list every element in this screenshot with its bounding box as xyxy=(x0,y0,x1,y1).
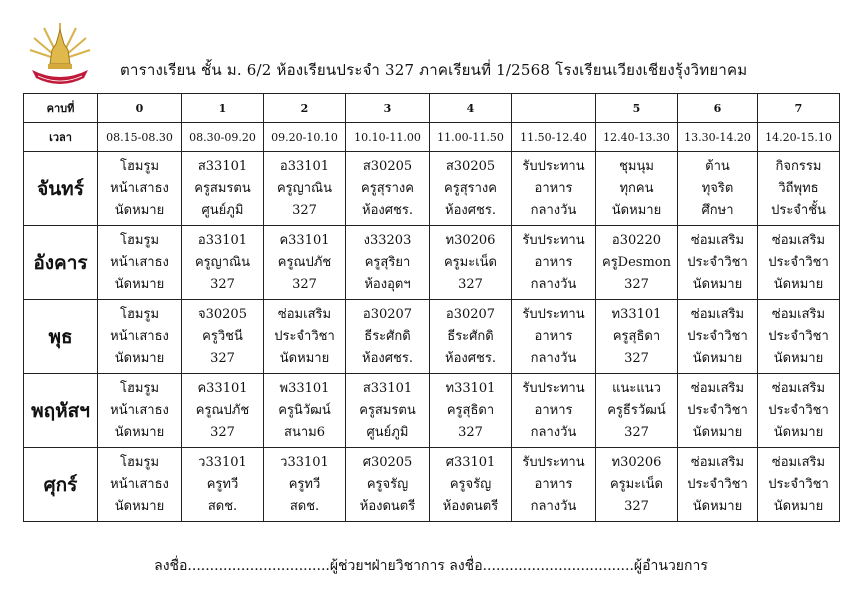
cell-line: ครูสุธิดา xyxy=(446,402,495,418)
schedule-cell xyxy=(512,374,596,448)
schedule-cell xyxy=(430,448,512,522)
day-row xyxy=(24,448,840,522)
time-slot: 11.50-12.40 xyxy=(512,123,596,152)
cell-line: กลางวัน xyxy=(530,424,577,440)
cell-line: นัดหมาย xyxy=(773,498,824,514)
cell-line: พ33101 xyxy=(279,380,330,396)
cell-line: โฮมรูม xyxy=(119,380,160,396)
cell-line: ครูนิวัฒน์ xyxy=(278,402,331,418)
cell-line: ซ่อมเสริม xyxy=(690,232,745,248)
cell-line: ธีระศักดิ xyxy=(364,328,411,344)
cell-line: กลางวัน xyxy=(530,276,577,292)
cell-line: นัดหมาย xyxy=(114,424,165,440)
time-slot: 11.00-11.50 xyxy=(430,123,512,152)
cell-line: ประจำวิชา xyxy=(687,328,748,344)
cell-line: ท30206 xyxy=(445,232,496,248)
cell-line: ครูสุรางค xyxy=(444,180,497,196)
cell-line: หน้าเสาธง xyxy=(110,180,169,196)
cell-line: นัดหมาย xyxy=(279,350,330,366)
time-slot: 09.20-10.10 xyxy=(264,123,346,152)
cell-line: ศ33101 xyxy=(445,454,496,470)
cell-line: ห้องดนตรี xyxy=(442,498,499,514)
period-number: 3 xyxy=(346,94,430,123)
schedule-cell xyxy=(758,226,840,300)
cell-line: นัดหมาย xyxy=(692,276,743,292)
cell-line: ครูมะเน็ด xyxy=(443,254,497,270)
cell-line: ครูณปภัช xyxy=(277,254,332,270)
cell-line: ซ่อมเสริม xyxy=(771,306,826,322)
cell-line: ค33101 xyxy=(197,380,248,396)
cell-line: ง33203 xyxy=(363,232,412,248)
cell-line: ห้องอุตฯ xyxy=(364,276,411,292)
page-title: ตารางเรียน ชั้น ม. 6/2 ห้องเรียนประจำ 327 ภาคเรียนที่ 1/2568 โรงเรียนเวียงเชียงรุ้งวิทยาคม xyxy=(120,61,748,79)
cell-line: 327 xyxy=(624,424,649,440)
schedule-cell xyxy=(758,374,840,448)
cell-line: อาหาร xyxy=(534,328,573,344)
cell-line: ศูนย์ภูมิ xyxy=(201,202,244,218)
schedule-cell xyxy=(596,152,678,226)
cell-line: นัดหมาย xyxy=(114,276,165,292)
schedule-cell xyxy=(182,152,264,226)
cell-line: ประจำวิชา xyxy=(768,476,829,492)
schedule-cell xyxy=(98,300,182,374)
cell-line: อ30207 xyxy=(362,306,413,322)
time-slot: 14.20-15.10 xyxy=(758,123,840,152)
cell-line: ประจำวิชา xyxy=(768,328,829,344)
schedule-cell xyxy=(346,374,430,448)
period-number: 0 xyxy=(98,94,182,123)
cell-line: ประจำวิชา xyxy=(768,254,829,270)
schedule-cell xyxy=(678,300,758,374)
cell-line: ท33101 xyxy=(611,306,662,322)
cell-line: ทุกคน xyxy=(619,180,654,196)
cell-line: ศูนย์ภูมิ xyxy=(366,424,409,440)
schedule-cell xyxy=(430,226,512,300)
cell-line: ประจำชั้น xyxy=(771,202,826,218)
cell-line: ค33101 xyxy=(279,232,330,248)
time-slot: 10.10-11.00 xyxy=(346,123,430,152)
schedule-cell xyxy=(758,300,840,374)
cell-line: ซ่อมเสริม xyxy=(771,454,826,470)
cell-line: ห้องศชร. xyxy=(362,202,413,218)
cell-line: ครูวิชนี xyxy=(202,328,243,344)
period-number: 4 xyxy=(430,94,512,123)
cell-line: อ33101 xyxy=(279,158,330,174)
period-number: 5 xyxy=(596,94,678,123)
cell-line: ครูสุธิดา xyxy=(612,328,661,344)
cell-line: ประจำวิชา xyxy=(274,328,335,344)
cell-line: ครูสมรตน xyxy=(359,402,416,418)
day-name: ศุกร์ xyxy=(24,448,98,522)
cell-line: อ30207 xyxy=(445,306,496,322)
cell-line: ว33101 xyxy=(198,454,247,470)
cell-line: โฮมรูม xyxy=(119,232,160,248)
cell-line: อาหาร xyxy=(534,180,573,196)
schedule-cell xyxy=(98,152,182,226)
cell-line: สนาม6 xyxy=(284,424,325,440)
cell-line: ส33101 xyxy=(362,380,413,396)
timetable xyxy=(23,93,840,522)
schedule-cell xyxy=(182,300,264,374)
cell-line: ครูณปภัช xyxy=(195,402,250,418)
cell-line: ศ30205 xyxy=(362,454,413,470)
period-header-row xyxy=(24,94,840,123)
cell-line: กิจกรรม xyxy=(775,158,822,174)
day-name: พุธ xyxy=(24,300,98,374)
schedule-cell xyxy=(346,300,430,374)
cell-line: ส30205 xyxy=(445,158,496,174)
cell-line: อ30220 xyxy=(611,232,662,248)
cell-line: รับประทาน xyxy=(522,454,585,470)
day-rows xyxy=(24,152,840,522)
period-label: คาบที่ xyxy=(24,94,98,123)
cell-line: นัดหมาย xyxy=(114,202,165,218)
cell-line: หน้าเสาธง xyxy=(110,402,169,418)
cell-line: กลางวัน xyxy=(530,202,577,218)
day-row xyxy=(24,152,840,226)
cell-line: 327 xyxy=(458,276,483,292)
cell-line: อาหาร xyxy=(534,254,573,270)
cell-line: วิถีพุทธ xyxy=(778,180,819,196)
schedule-cell xyxy=(98,448,182,522)
cell-line: รับประทาน xyxy=(522,306,585,322)
signature-line: ลงชื่อ................................ผู้ช่วยฯฝ่ายวิชาการ ลงชื่อ..................................ผู้อำนวยการ xyxy=(154,558,708,574)
cell-line: ครูญาณิน xyxy=(194,254,250,270)
cell-line: ซ่อมเสริม xyxy=(771,232,826,248)
cell-line: กลางวัน xyxy=(530,498,577,514)
schedule-cell xyxy=(430,152,512,226)
cell-line: ส33101 xyxy=(197,158,248,174)
cell-line: สดช. xyxy=(289,498,320,514)
cell-line: 327 xyxy=(458,424,483,440)
time-slot: 13.30-14.20 xyxy=(678,123,758,152)
cell-line: นัดหมาย xyxy=(611,202,662,218)
cell-line: ซ่อมเสริม xyxy=(690,380,745,396)
schedule-cell xyxy=(758,152,840,226)
schedule-cell xyxy=(182,448,264,522)
cell-line: ห้องดนตรี xyxy=(359,498,416,514)
schedule-cell xyxy=(596,300,678,374)
cell-line: โฮมรูม xyxy=(119,158,160,174)
cell-line: นัดหมาย xyxy=(773,350,824,366)
cell-line: ซ่อมเสริม xyxy=(277,306,332,322)
schedule-cell xyxy=(596,374,678,448)
cell-line: ครูจรัญ xyxy=(366,476,409,492)
cell-line: โฮมรูม xyxy=(119,306,160,322)
cell-line: ประจำวิชา xyxy=(687,476,748,492)
schedule-cell xyxy=(596,226,678,300)
cell-line: ว33101 xyxy=(280,454,329,470)
schedule-cell xyxy=(182,226,264,300)
cell-line: ครูทวี xyxy=(206,476,239,492)
cell-line: รับประทาน xyxy=(522,380,585,396)
day-name: พฤหัสฯ xyxy=(24,374,98,448)
schedule-cell xyxy=(678,226,758,300)
cell-line: ชุมนุม xyxy=(619,158,654,174)
schedule-cell xyxy=(264,152,346,226)
cell-line: ครูสุริยา xyxy=(364,254,411,270)
cell-line: จ30205 xyxy=(198,306,247,322)
cell-line: สดช. xyxy=(207,498,238,514)
schedule-cell xyxy=(512,448,596,522)
period-number: 2 xyxy=(264,94,346,123)
school-emblem-icon xyxy=(24,20,96,92)
cell-line: นัดหมาย xyxy=(773,276,824,292)
cell-line: 327 xyxy=(210,350,235,366)
day-row xyxy=(24,226,840,300)
cell-line: 327 xyxy=(210,276,235,292)
day-row xyxy=(24,374,840,448)
time-slot: 08.15-08.30 xyxy=(98,123,182,152)
schedule-cell xyxy=(678,374,758,448)
schedule-cell xyxy=(430,300,512,374)
cell-line: ท30206 xyxy=(611,454,662,470)
cell-line: ประจำวิชา xyxy=(768,402,829,418)
cell-line: ครูสมรตน xyxy=(194,180,251,196)
cell-line: ห้องศชร. xyxy=(362,350,413,366)
cell-line: ห้องศชร. xyxy=(445,202,496,218)
cell-line: ห้องศชร. xyxy=(445,350,496,366)
period-number: 7 xyxy=(758,94,840,123)
cell-line: ซ่อมเสริม xyxy=(690,454,745,470)
schedule-cell xyxy=(678,152,758,226)
cell-line: หน้าเสาธง xyxy=(110,254,169,270)
cell-line: 327 xyxy=(210,424,235,440)
schedule-cell xyxy=(346,152,430,226)
cell-line: หน้าเสาธง xyxy=(110,328,169,344)
cell-line: ครูธีรวัฒน์ xyxy=(607,402,666,418)
schedule-cell xyxy=(264,226,346,300)
cell-line: ครูDesmon xyxy=(602,254,671,270)
cell-line: นัดหมาย xyxy=(114,350,165,366)
cell-line: นัดหมาย xyxy=(692,424,743,440)
day-row xyxy=(24,300,840,374)
cell-line: ครูสุรางค xyxy=(361,180,414,196)
schedule-cell xyxy=(98,226,182,300)
cell-line: รับประทาน xyxy=(522,232,585,248)
schedule-cell xyxy=(98,374,182,448)
cell-line: ครูญาณิน xyxy=(276,180,332,196)
cell-line: ธีระศักดิ xyxy=(447,328,494,344)
cell-line: ทุจริต xyxy=(701,180,734,196)
cell-line: นัดหมาย xyxy=(692,350,743,366)
period-number: 1 xyxy=(182,94,264,123)
cell-line: นัดหมาย xyxy=(692,498,743,514)
cell-line: 327 xyxy=(624,276,649,292)
cell-line: กลางวัน xyxy=(530,350,577,366)
schedule-cell xyxy=(512,300,596,374)
cell-line: ซ่อมเสริม xyxy=(771,380,826,396)
cell-line: นัดหมาย xyxy=(114,498,165,514)
schedule-cell xyxy=(182,374,264,448)
time-slot: 12.40-13.30 xyxy=(596,123,678,152)
cell-line: นัดหมาย xyxy=(773,424,824,440)
period-number: 6 xyxy=(678,94,758,123)
schedule-cell xyxy=(512,226,596,300)
day-name: จันทร์ xyxy=(24,152,98,226)
cell-line: อ33101 xyxy=(197,232,248,248)
cell-line: ครูทวี xyxy=(288,476,321,492)
schedule-cell xyxy=(678,448,758,522)
cell-line: ประจำวิชา xyxy=(687,254,748,270)
schedule-cell xyxy=(264,448,346,522)
cell-line: 327 xyxy=(292,276,317,292)
cell-line: 327 xyxy=(624,350,649,366)
time-slot: 08.30-09.20 xyxy=(182,123,264,152)
time-header-row xyxy=(24,123,840,152)
schedule-cell xyxy=(430,374,512,448)
cell-line: ครูจรัญ xyxy=(449,476,492,492)
cell-line: 327 xyxy=(624,498,649,514)
cell-line: ท33101 xyxy=(445,380,496,396)
cell-line: ต้าน xyxy=(705,158,730,174)
cell-line: ประจำวิชา xyxy=(687,402,748,418)
cell-line: 327 xyxy=(292,202,317,218)
schedule-cell xyxy=(346,448,430,522)
schedule-cell xyxy=(596,448,678,522)
cell-line: โฮมรูม xyxy=(119,454,160,470)
schedule-cell xyxy=(512,152,596,226)
cell-line: อาหาร xyxy=(534,476,573,492)
cell-line: ครูมะเน็ด xyxy=(609,476,663,492)
schedule-cell xyxy=(758,448,840,522)
period-number xyxy=(512,94,596,123)
schedule-cell xyxy=(264,374,346,448)
cell-line: ซ่อมเสริม xyxy=(690,306,745,322)
schedule-cell xyxy=(264,300,346,374)
cell-line: อาหาร xyxy=(534,402,573,418)
cell-line: หน้าเสาธง xyxy=(110,476,169,492)
cell-line: แนะแนว xyxy=(612,380,661,396)
schedule-cell xyxy=(346,226,430,300)
cell-line: ส30205 xyxy=(362,158,413,174)
cell-line: ศึกษา xyxy=(701,202,734,218)
cell-line: รับประทาน xyxy=(522,158,585,174)
time-label: เวลา xyxy=(24,123,98,152)
day-name: อังคาร xyxy=(24,226,98,300)
